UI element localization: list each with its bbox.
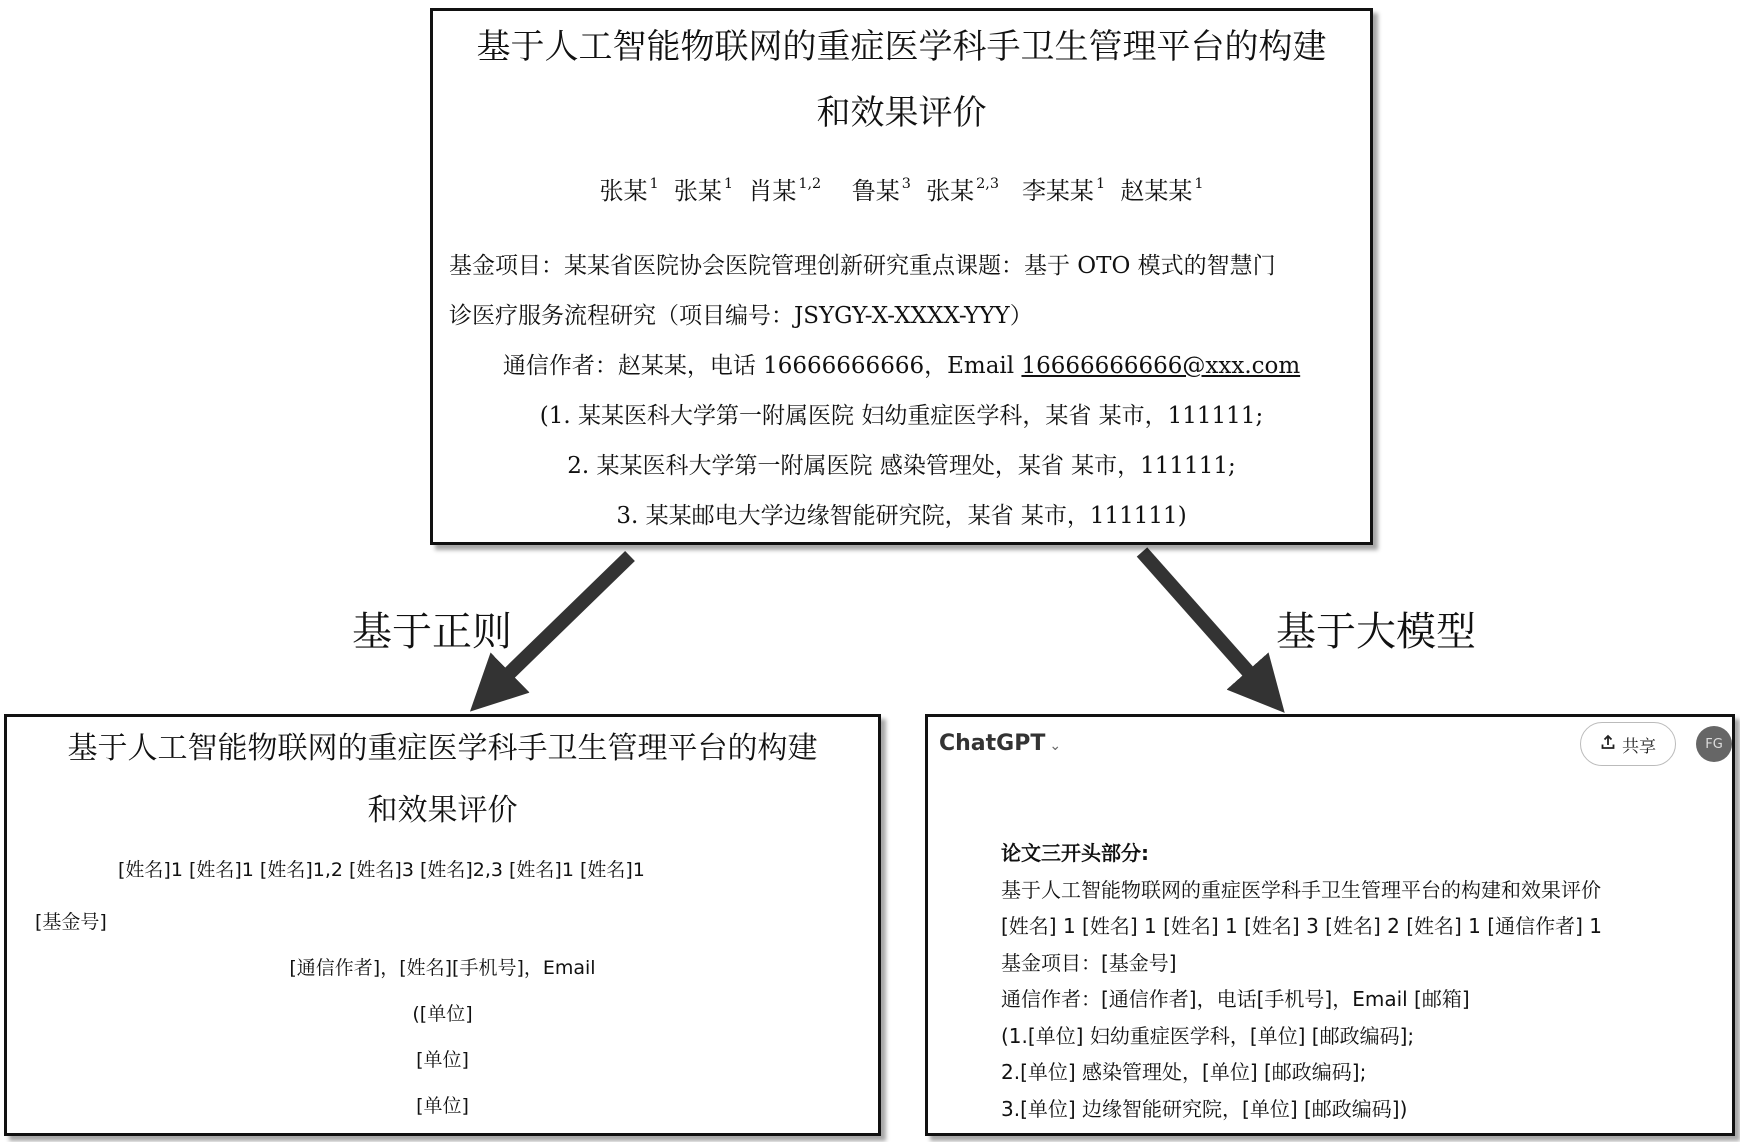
paper-title-line2: 和效果评价 <box>816 93 987 133</box>
regex-corresponding: [通信作者]，[姓名][手机号]，Email <box>289 957 596 979</box>
email-link[interactable]: 16666666666@xxx.com <box>1021 353 1301 379</box>
author: 李某某 $^1$ <box>1021 176 1106 205</box>
corresponding-author: 通信作者：赵某某，电话 16666666666，Email 16666666666@xxx.com <box>502 353 1301 379</box>
regex-unit-2: [单位] <box>416 1049 469 1071</box>
llm-response <box>1001 835 1602 1127</box>
response-line: 通信作者：[通信作者]，电话[手机号]，Email [邮箱] <box>1001 987 1470 1011</box>
fund-line1: 基金项目：某某省医院协会医院管理创新研究重点课题：基于 OTO 模式的智慧门 <box>449 253 1276 279</box>
avatar[interactable]: FG <box>1696 726 1732 762</box>
author: 鲁某 $^3$ <box>851 176 911 205</box>
author: 张某 $^{2,3}$ <box>926 176 1000 205</box>
regex-title-line1: 基于人工智能物联网的重症医学科手卫生管理平台的构建 <box>67 731 818 766</box>
author-list <box>433 171 1370 206</box>
regex-unit-3: [单位] <box>416 1095 469 1117</box>
regex-authors: [姓名]1 [姓名]1 [姓名]1,2 [姓名]3 [姓名]2,3 [姓名]1 [姓名]1 <box>118 859 645 881</box>
chevron-down-icon: ⌄ <box>1049 738 1062 754</box>
author: 张某 $^1$ <box>673 176 734 205</box>
author: 肖某 $^{1,2}$ <box>748 176 822 205</box>
response-heading: 论文三开头部分: <box>1001 841 1149 865</box>
llm-arrow <box>1142 552 1268 694</box>
fund-line2: 诊医疗服务流程研究（项目编号：JSYGY-X-XXXX-YYY） <box>449 303 1033 329</box>
regex-unit-1: ([单位] <box>412 1003 473 1025</box>
llm-result-panel <box>925 714 1735 1136</box>
affiliation-1: (1. 某某医科大学第一附属医院 妇幼重症医学科，某省 某市，111111; <box>539 403 1264 429</box>
regex-fund: [基金号] <box>35 911 107 933</box>
response-line: 基于人工智能物联网的重症医学科手卫生管理平台的构建和效果评价 <box>1001 877 1601 902</box>
chatgpt-model-selector[interactable]: ChatGPT ⌄ <box>939 731 1062 756</box>
author: 赵某某 $^1$ <box>1120 176 1204 205</box>
response-line: 3.[单位] 边缘智能研究院，[单位] [邮政编码]) <box>1001 1096 1408 1121</box>
upload-icon <box>1600 734 1616 755</box>
regex-result-panel <box>4 714 881 1136</box>
regex-title-line2: 和效果评价 <box>367 793 518 828</box>
response-line: (1.[单位] 妇幼重症医学科，[单位] [邮政编码]; <box>1001 1023 1415 1048</box>
share-button[interactable]: 共享 <box>1580 722 1676 766</box>
response-line: 2.[单位] 感染管理处，[单位] [邮政编码]; <box>1001 1060 1367 1084</box>
llm-arrow-label: 基于大模型 <box>1276 609 1476 655</box>
regex-arrow-label: 基于正则 <box>352 609 512 655</box>
affiliation-3: 3. 某某邮电大学边缘智能研究院，某省 某市，111111) <box>616 503 1187 529</box>
paper-title-line1: 基于人工智能物联网的重症医学科手卫生管理平台的构建 <box>476 27 1327 67</box>
author: 张某 $^1$ <box>599 176 659 205</box>
response-line: 基金项目：[基金号] <box>1001 950 1177 975</box>
response-line: [姓名] 1 [姓名] 1 [姓名] 1 [姓名] 3 [姓名] 2 [姓名] 1 [通信作者] 1 <box>1001 914 1602 938</box>
affiliation-2: 2. 某某医科大学第一附属医院 感染管理处，某省 某市，111111; <box>567 453 1236 479</box>
original-paper-header <box>430 8 1373 545</box>
